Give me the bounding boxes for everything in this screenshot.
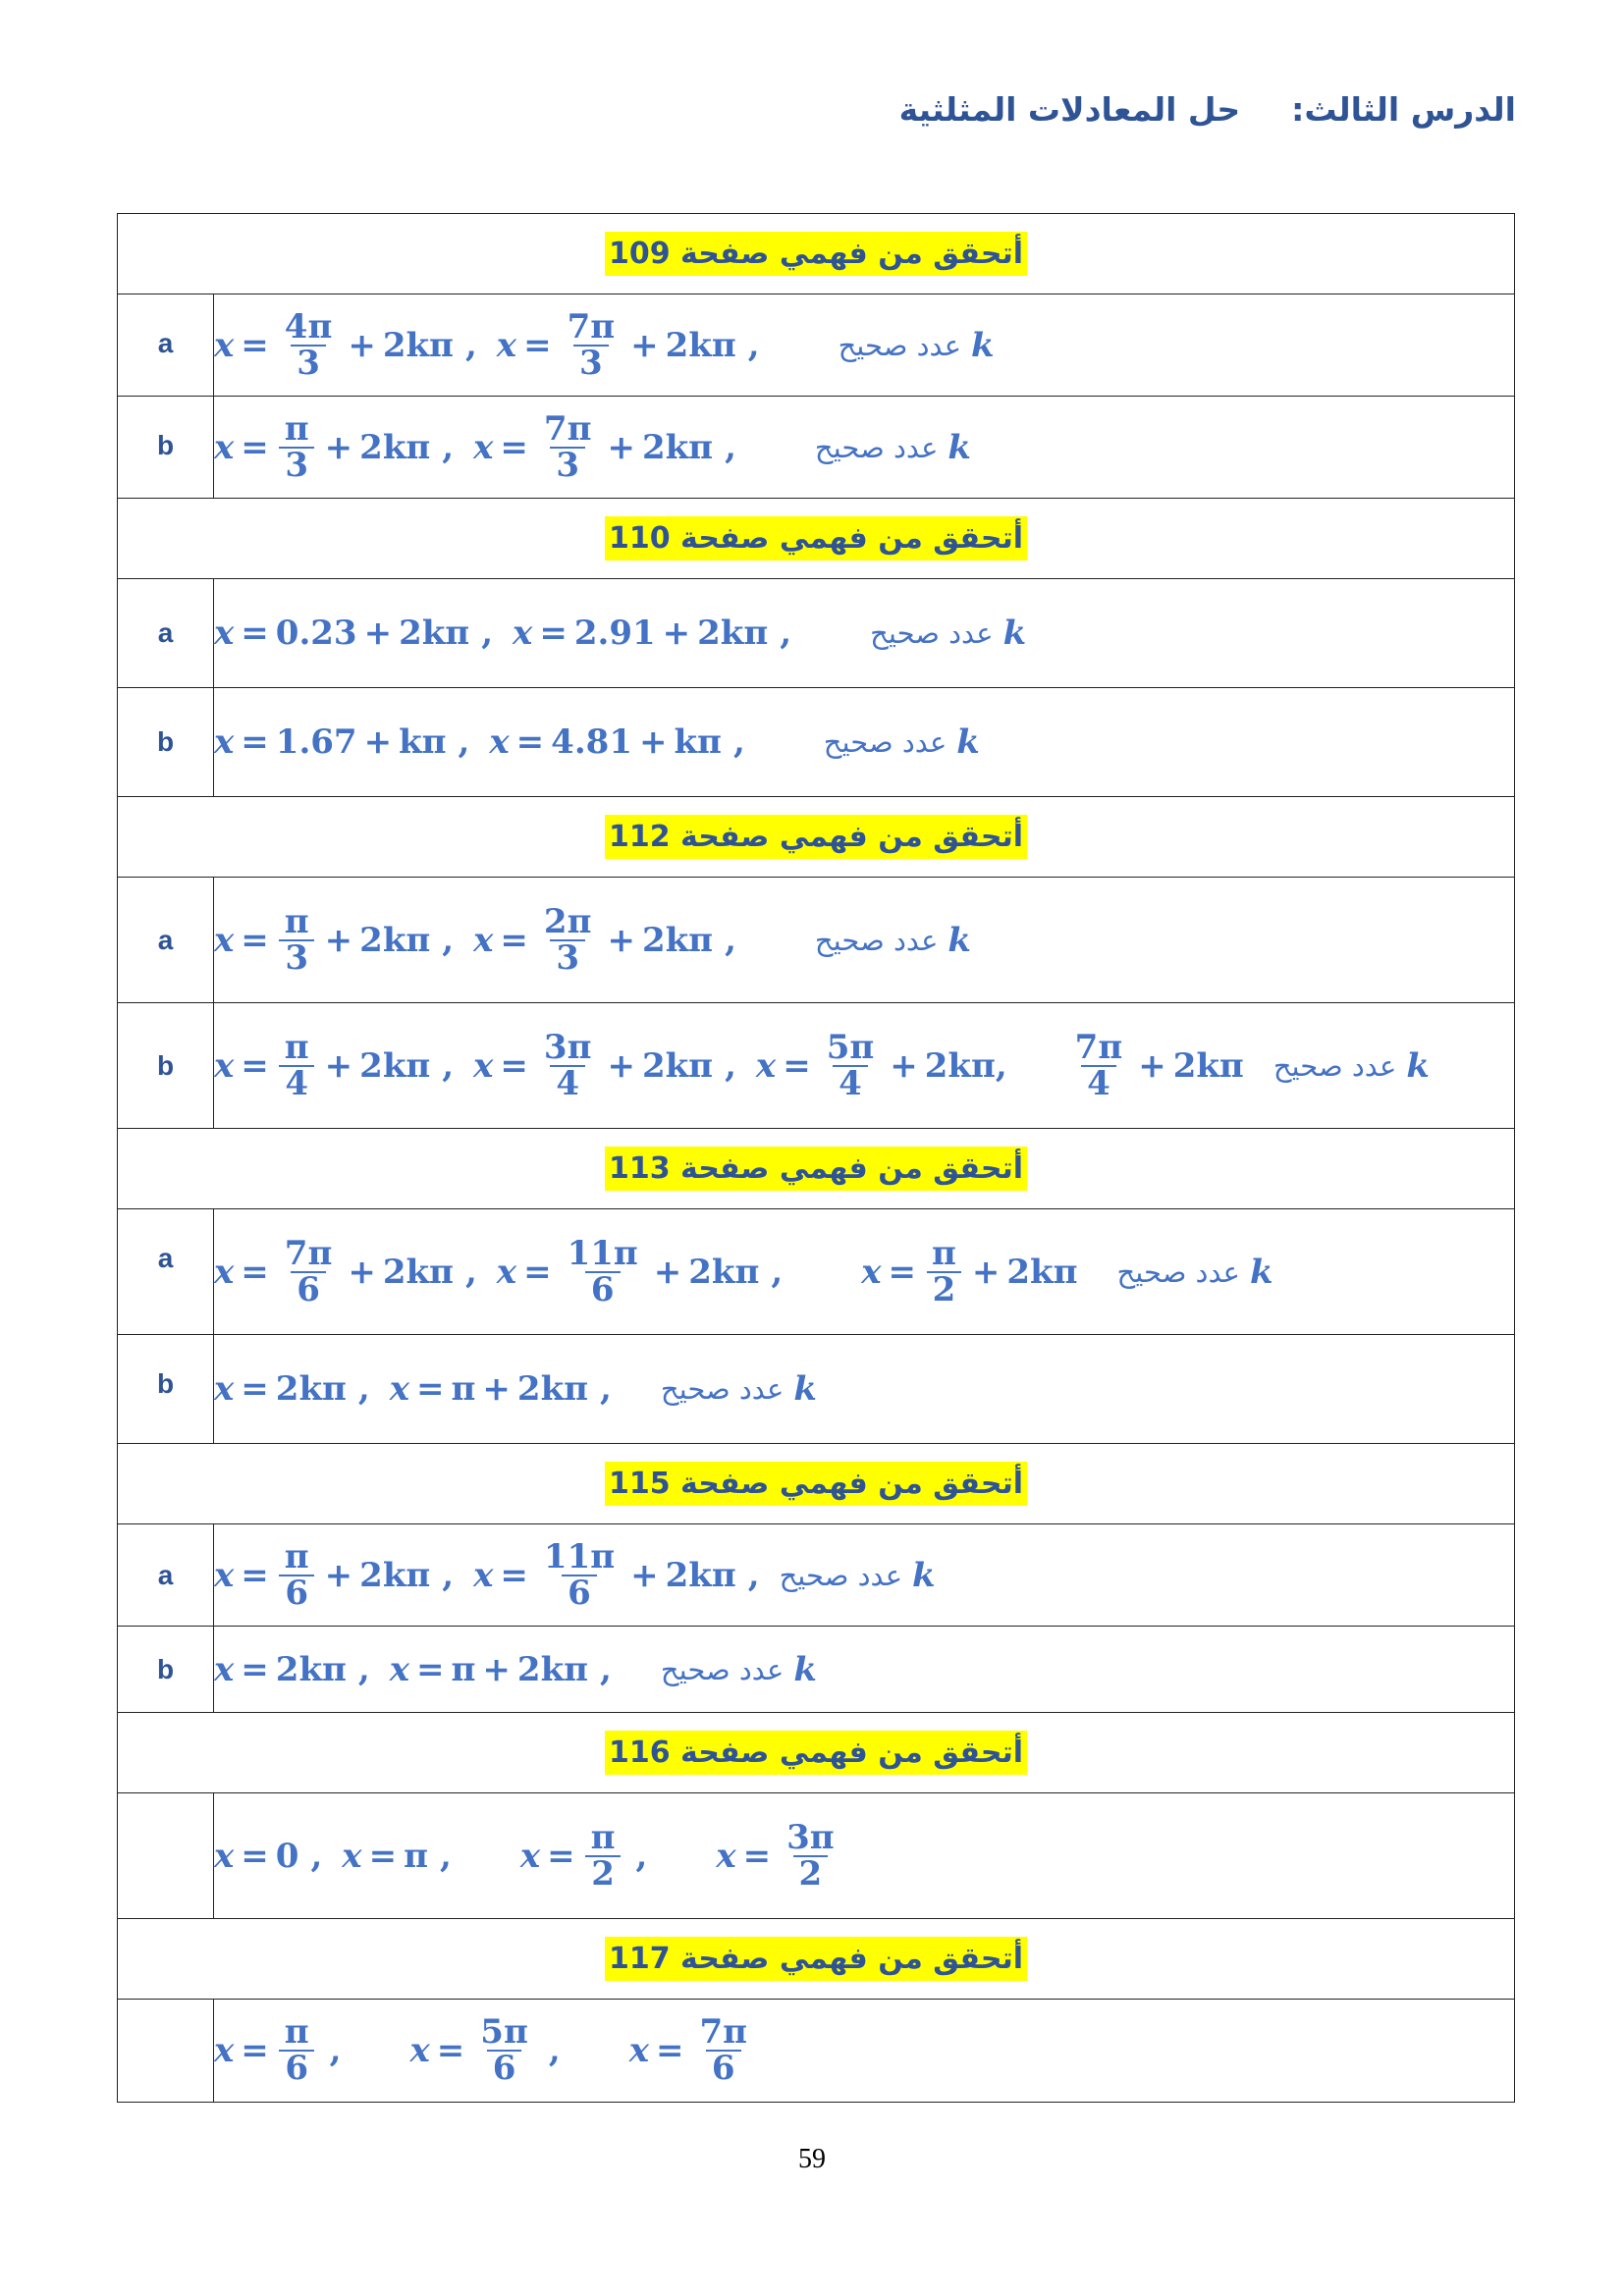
answer-row [118,397,1515,499]
answer-row [118,688,1515,797]
row-label: a [118,1524,214,1627]
fraction: $\frac{\pi}{6}$ [279,2015,315,2085]
equation: x = 2kπ , x = π + 2kπ , k عدد صحيح [214,1369,817,1409]
section-header: أتحقق من فهمي صفحة 110 [605,516,1027,561]
row-label: b [118,1335,214,1444]
equation: x = 0.23 + 2kπ , x = 2.91 + 2kπ , k عدد صحيح [214,614,1027,653]
section-header: أتحقق من فهمي صفحة 116 [605,1731,1027,1776]
answer-row [118,579,1515,688]
row-label [118,1793,214,1919]
integer-condition: k عدد صحيح [660,1649,817,1689]
answer-row [118,1003,1515,1129]
row-label: a [118,878,214,1003]
fraction: $\frac{5\pi}{4}$ [826,1027,875,1103]
fraction: $\frac{3\pi}{2}$ [786,1817,835,1894]
row-label: b [118,1003,214,1129]
answer-row [118,1524,1515,1627]
row-label: b [118,688,214,797]
fraction: $\frac{7\pi}{6}$ [699,2012,748,2088]
row-label: b [118,1627,214,1713]
fraction: $\frac{\pi}{6}$ [279,1540,315,1610]
solutions-table [117,213,1515,2103]
section-header-row [118,1713,1515,1793]
equation: x = $\frac{\pi}{6}$ + 2kπ , x = $\frac{11\pi}{6}$ + 2kπ , k عدد صحيح [214,1536,936,1613]
fraction: $\frac{7\pi}{4}$ [1074,1027,1123,1103]
integer-condition: k عدد صحيح [660,1369,817,1409]
answer-row [118,294,1515,397]
equation: x = 2kπ , x = π + 2kπ , k عدد صحيح [214,1649,817,1689]
page-number: 59 [798,2144,826,2174]
section-header-row [118,1129,1515,1209]
integer-condition: k عدد صحيح [870,614,1027,653]
section-header: أتحقق من فهمي صفحة 109 [605,232,1027,277]
row-label: a [118,294,214,397]
integer-condition: k عدد صحيح [779,1555,936,1595]
section-header: أتحقق من فهمي صفحة 113 [605,1147,1027,1192]
fraction: $\frac{\pi}{3}$ [279,905,315,975]
fraction: $\frac{11\pi}{6}$ [543,1536,616,1613]
equation: x = $\frac{\pi}{4}$ + 2kπ , x = $\frac{3\pi}{4}$ + 2kπ , x = $\frac{5\pi}{4}$ + 2kπ, $\frac{7\pi}{4}$ + 2kπ k عدد صحيح [214,1027,1430,1103]
answer-row [118,1627,1515,1713]
integer-condition: k عدد صحيح [1116,1252,1273,1292]
answer-row [118,1335,1515,1444]
section-header-row [118,499,1515,579]
answer-row [118,1209,1515,1335]
fraction: $\frac{\pi}{2}$ [585,1821,622,1891]
fraction: $\frac{4\pi}{3}$ [284,306,333,383]
integer-condition: k عدد صحيح [1272,1045,1430,1086]
lesson-topic: حل المعادلات المثلثية [898,90,1241,129]
equation: x = 1.67 + kπ , x = 4.81 + kπ , k عدد صحيح [214,722,980,762]
section-header-row [118,797,1515,878]
answer-row [118,878,1515,1003]
answer-row [118,1793,1515,1919]
page-title [899,90,1516,129]
section-header: أتحقق من فهمي صفحة 112 [605,815,1027,860]
fraction: $\frac{\pi}{2}$ [926,1237,962,1307]
fraction: $\frac{7\pi}{6}$ [284,1233,333,1309]
answer-row [118,2000,1515,2103]
section-header-row [118,214,1515,294]
integer-condition: k عدد صحيح [838,325,995,365]
equation: x = 0 , x = π , x = $\frac{\pi}{2}$ , x = $\frac{3\pi}{2}$ [214,1821,1514,1891]
row-label: a [118,1209,214,1335]
fraction: $\frac{2\pi}{3}$ [543,901,592,978]
section-header: أتحقق من فهمي صفحة 117 [605,1937,1027,1982]
fraction: $\frac{7\pi}{3}$ [567,306,616,383]
row-label: a [118,579,214,688]
equation: x = $\frac{4\pi}{3}$ + 2kπ , x = $\frac{7\pi}{3}$ + 2kπ , k عدد صحيح [214,306,995,383]
row-label: b [118,397,214,499]
section-header-row [118,1444,1515,1524]
equation: x = $\frac{7\pi}{6}$ + 2kπ , x = $\frac{11\pi}{6}$ + 2kπ , x = $\frac{\pi}{2}$ + 2kπ k عدد صحيح [214,1233,1273,1309]
row-label [118,2000,214,2103]
equation: x = $\frac{\pi}{6}$ , x = $\frac{5\pi}{6}$ , x = $\frac{7\pi}{6}$ [214,2015,1514,2085]
fraction: $\frac{\pi}{3}$ [279,412,315,482]
integer-condition: k عدد صحيح [814,427,971,467]
equation: x = $\frac{\pi}{3}$ + 2kπ , x = $\frac{7\pi}{3}$ + 2kπ , k عدد صحيح [214,408,971,485]
fraction: $\frac{3\pi}{4}$ [543,1027,592,1103]
section-header: أتحقق من فهمي صفحة 115 [605,1462,1027,1507]
equation: x = $\frac{\pi}{3}$ + 2kπ , x = $\frac{2\pi}{3}$ + 2kπ , k عدد صحيح [214,901,971,978]
section-header-row [118,1919,1515,2000]
integer-condition: k عدد صحيح [823,722,980,762]
fraction: $\frac{7\pi}{3}$ [543,408,592,485]
fraction: $\frac{5\pi}{6}$ [480,2012,528,2088]
integer-condition: k عدد صحيح [814,920,971,960]
fraction: $\frac{11\pi}{6}$ [567,1233,638,1309]
lesson-label: الدرس الثالث: [1291,90,1516,129]
fraction: $\frac{\pi}{4}$ [279,1031,315,1100]
